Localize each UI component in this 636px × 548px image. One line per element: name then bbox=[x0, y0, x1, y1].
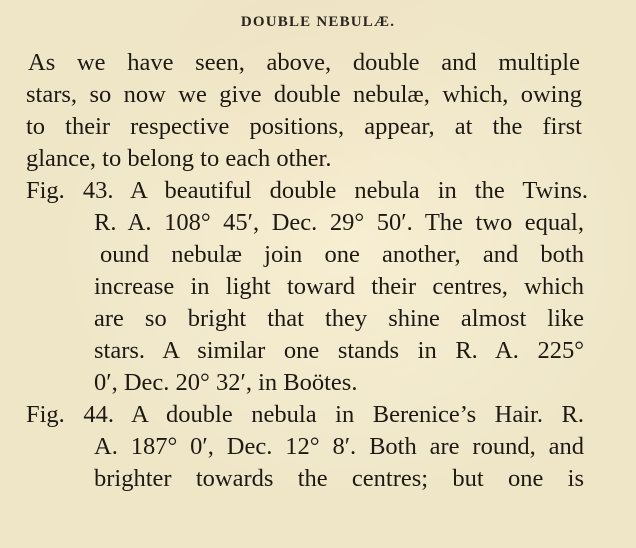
text-line: 0′, Dec. 20° 32′, in Boötes. bbox=[94, 369, 358, 396]
text-line: ound nebulæ join one another, and both bbox=[100, 241, 584, 268]
text-line: stars, so now we give double nebulæ, which, owing bbox=[26, 81, 582, 108]
text-line: A. 187° 0′, Dec. 12° 8′. Both are round, and bbox=[94, 433, 584, 460]
text-line: stars. A similar one stands in R. A. 225° bbox=[94, 337, 584, 364]
text-line: Fig. 43. A beautiful double nebula in the Twins. bbox=[26, 177, 588, 204]
text-line: increase in light toward their centres, which bbox=[94, 273, 584, 300]
running-header: DOUBLE NEBULÆ. bbox=[240, 14, 396, 30]
text-line: glance, to belong to each other. bbox=[26, 145, 332, 172]
text-line: to their respective positions, appear, at the first bbox=[26, 113, 582, 140]
text-line: Fig. 44. A double nebula in Berenice’s Hair. R. bbox=[26, 401, 584, 428]
text-line: R. A. 108° 45′, Dec. 29° 50′. The two equal, bbox=[94, 209, 584, 236]
text-line: As we have seen, above, double and multiple bbox=[28, 49, 580, 76]
text-line: brighter towards the centres; but one is bbox=[94, 465, 584, 492]
text-line: are so bright that they shine almost like bbox=[94, 305, 584, 332]
